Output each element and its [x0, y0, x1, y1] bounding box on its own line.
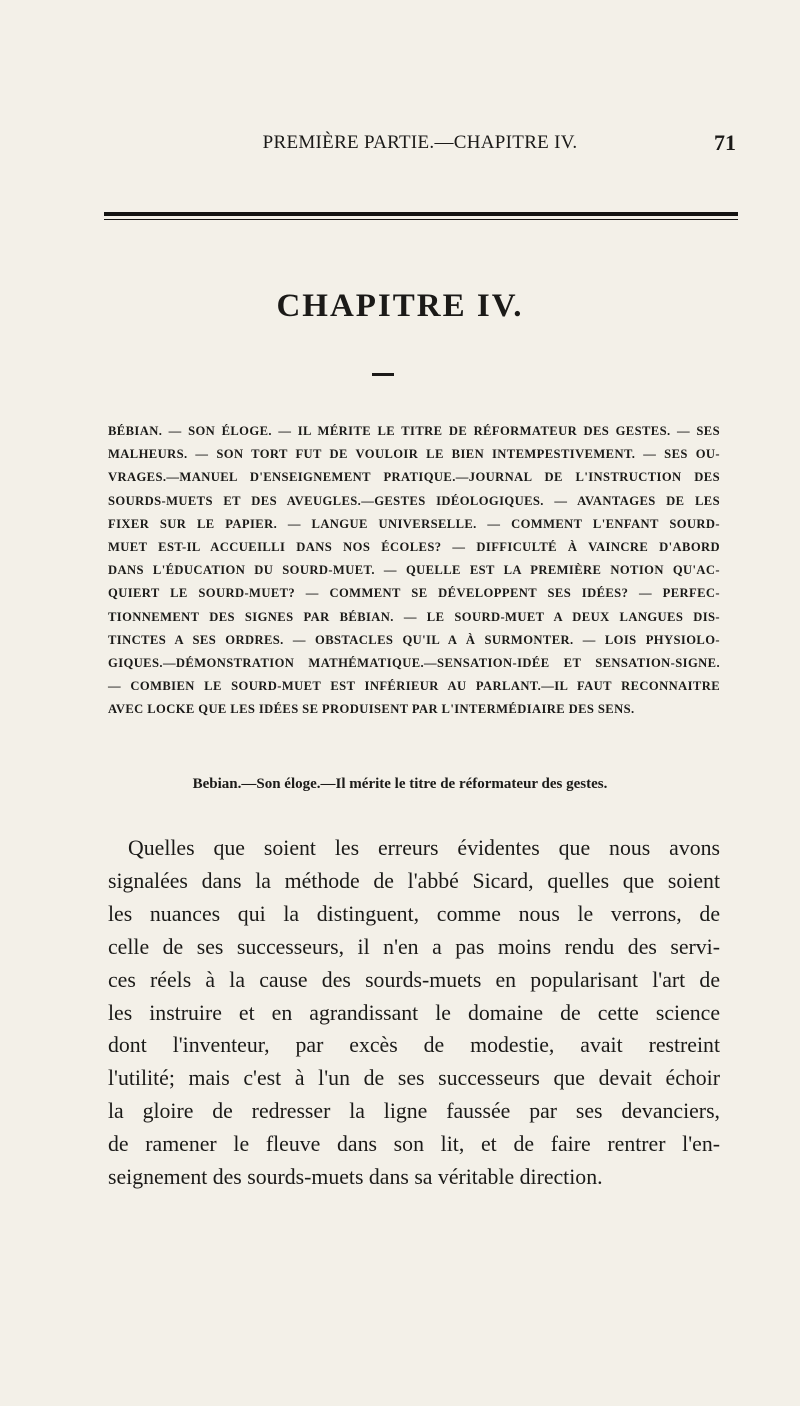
summary-line: GIQUES.—DÉMONSTRATION MATHÉMATIQUE.—SENSATION-IDÉE ET SENSATION-SIGNE. — [108, 656, 720, 671]
paragraph-line: signalées dans la méthode de l'abbé Sicard, quelles que soient — [108, 868, 720, 893]
summary-line: TINCTES A SES ORDRES. — OBSTACLES QU'IL A À SURMONTER. — LOIS PHYSIOLO- — [108, 632, 720, 647]
summary-line: FIXER SUR LE PAPIER. — LANGUE UNIVERSELLE. — COMMENT L'ENFANT SOURD- — [108, 516, 720, 531]
paragraph-line: de ramener le fleuve dans son lit, et de faire rentrer l'en- — [108, 1132, 720, 1157]
paragraph-line: les nuances qui la distinguent, comme nous le verrons, de — [108, 901, 720, 926]
paragraph-line: ces réels à la cause des sourds-muets en popularisant l'art de — [108, 967, 720, 992]
summary-line: MUET EST-IL ACCUEILLI DANS NOS ÉCOLES? — DIFFICULTÉ À VAINCRE D'ABORD — [108, 540, 720, 555]
running-head-title: PREMIÈRE PARTIE.—CHAPITRE IV. — [262, 132, 578, 153]
body-paragraph — [108, 832, 720, 1194]
summary-line: TIONNEMENT DES SIGNES PAR BÉBIAN. — LE SOURD-MUET A DEUX LANGUES DIS- — [108, 609, 720, 624]
header-rule-thick — [104, 212, 738, 216]
running-head — [104, 130, 736, 160]
summary-line: VRAGES.—MANUEL D'ENSEIGNEMENT PRATIQUE.—JOURNAL DE L'INSTRUCTION DES — [108, 470, 720, 485]
summary-line: QUIERT LE SOURD-MUET? — COMMENT SE DÉVELOPPENT SES IDÉES? — PERFEC- — [108, 586, 720, 601]
summary-line: AVEC LOCKE QUE LES IDÉES SE PRODUISENT PAR L'INTERMÉDIAIRE DES SENS. — [108, 702, 635, 717]
summary-line: DANS L'ÉDUCATION DU SOURD-MUET. — QUELLE EST LA PREMIÈRE NOTION QU'AC- — [108, 563, 720, 578]
summary-line: BÉBIAN. — SON ÉLOGE. — IL MÉRITE LE TITRE DE RÉFORMATEUR DES GESTES. — SES — [108, 424, 720, 438]
paragraph-line: seignement des sourds-muets dans sa véritable direction. — [108, 1165, 603, 1190]
paragraph-line: la gloire de redresser la ligne faussée par ses devanciers, — [108, 1099, 720, 1124]
chapter-summary — [108, 420, 720, 722]
summary-line: MALHEURS. — SON TORT FUT DE VOULOIR LE BIEN INTEMPESTIVEMENT. — SES OU- — [108, 447, 720, 462]
section-heading: Bebian.—Son éloge.—Il mérite le titre de réformateur des gestes. — [192, 776, 608, 792]
header-rule — [104, 212, 738, 220]
paragraph-line: les instruire et en agrandissant le domaine de cette science — [108, 1000, 720, 1025]
summary-line: SOURDS-MUETS ET DES AVEUGLES.—GESTES IDÉOLOGIQUES. — AVANTAGES DE LES — [108, 493, 720, 508]
chapter-title: CHAPITRE IV. — [276, 288, 524, 324]
summary-line: — COMBIEN LE SOURD-MUET EST INFÉRIEUR AU PARLANT.—IL FAUT RECONNAITRE — [108, 679, 720, 694]
paragraph-line: l'utilité; mais c'est à l'un de ses successeurs que devait échoir — [108, 1066, 720, 1091]
paragraph-line: dont l'inventeur, par excès de modestie, avait restreint — [108, 1033, 720, 1058]
chapter-ornament-dash — [372, 373, 394, 376]
paragraph-line — [108, 832, 720, 865]
paragraph-line: celle de ses successeurs, il n'en a pas moins rendu des servi- — [108, 934, 720, 959]
page-number: 71 — [714, 130, 736, 155]
paragraph-line-text: Quelles que soient les erreurs évidentes que nous avons — [128, 836, 720, 860]
header-rule-thin — [104, 219, 738, 220]
